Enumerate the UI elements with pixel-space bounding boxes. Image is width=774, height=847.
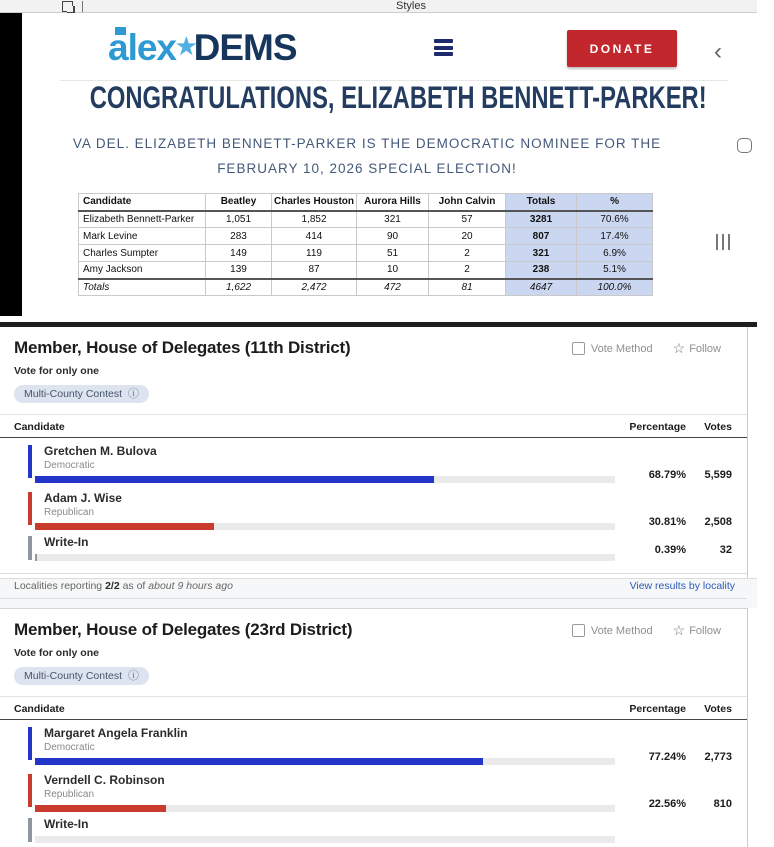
styles-tab-label[interactable]: Styles (396, 0, 426, 12)
table-cell: 51 (357, 245, 429, 262)
vote-instruction: Vote for only one (14, 365, 99, 377)
table-cell: 1,051 (206, 211, 272, 228)
votes-value: 2,773 (704, 751, 732, 763)
view-results-by-locality-link[interactable]: View results by locality (629, 580, 735, 592)
results-column-headers (0, 697, 747, 720)
vote-method-label: Vote Method (590, 624, 653, 637)
party-accent-bar (28, 774, 32, 807)
table-cell: 139 (206, 262, 272, 279)
result-bar-track (35, 476, 615, 483)
contest-card (0, 327, 748, 592)
hero-subheading: VA DEL. ELIZABETH BENNETT-PARKER IS THE DEMOCRATIC NOMINEE FOR THE FEBRUARY 10, 2026 SPECIAL ELECTION! (72, 136, 662, 176)
votes-value: 2,508 (704, 516, 732, 528)
percentage-column-header: Percentage (629, 421, 686, 433)
table-column-header: Beatley (206, 194, 272, 211)
votes-value: 5,599 (704, 469, 732, 481)
candidate-name: Gretchen M. Bulova (44, 444, 157, 458)
result-bar-fill (35, 758, 483, 765)
table-cell: Amy Jackson (79, 262, 206, 279)
table-cell: 10 (357, 262, 429, 279)
party-accent-bar (28, 492, 32, 525)
candidate-name: Margaret Angela Franklin (44, 726, 188, 740)
follow-label: Follow (689, 342, 721, 355)
table-cell: 238 (506, 262, 577, 279)
table-cell: 1,622 (206, 279, 272, 296)
table-cell: 100.0% (577, 279, 653, 296)
table-cell: 70.6% (577, 211, 653, 228)
candidate-party: Republican (44, 507, 95, 518)
table-cell: 17.4% (577, 228, 653, 245)
site-header (22, 13, 757, 68)
party-accent-bar (28, 445, 32, 478)
logo-star-icon: ★ (176, 33, 194, 59)
candidate-row (0, 532, 747, 565)
votes-value: 810 (713, 798, 732, 810)
info-icon[interactable]: ⓘ (128, 387, 140, 400)
follow-button[interactable] (673, 622, 721, 639)
table-cell: 807 (506, 228, 577, 245)
table-cell: 321 (506, 245, 577, 262)
table-column-header: John Calvin (429, 194, 506, 211)
black-sidebar (0, 13, 22, 316)
result-bar-fill (35, 805, 166, 812)
table-row (79, 228, 653, 245)
table-column-header: Aurora Hills (357, 194, 429, 211)
follow-star-icon: ☆ (672, 340, 686, 356)
percentage-value: 77.24% (648, 751, 686, 763)
candidate-column-header: Candidate (14, 421, 65, 433)
result-bar-fill (35, 554, 37, 561)
table-cell: Mark Levine (79, 228, 206, 245)
result-bar-fill (35, 523, 214, 530)
contest-title: Member, House of Delegates (11th District) (14, 338, 351, 357)
percentage-value: 0.39% (654, 544, 686, 556)
candidate-party: Republican (44, 789, 95, 800)
table-cell: Charles Sumpter (79, 245, 206, 262)
table-row (79, 262, 653, 279)
table-cell: 3281 (506, 211, 577, 228)
result-bar-track (35, 523, 615, 530)
table-cell: 81 (429, 279, 506, 296)
candidate-name: Write-In (44, 535, 89, 549)
table-cell: 2 (429, 262, 506, 279)
follow-button[interactable] (673, 340, 721, 357)
table-column-header: Totals (506, 194, 577, 211)
table-cell: 90 (357, 228, 429, 245)
table-cell: 414 (272, 228, 357, 245)
table-row (79, 279, 653, 296)
party-accent-bar (28, 818, 32, 842)
result-bar-track (35, 805, 615, 812)
contest-title: Member, House of Delegates (23rd District) (14, 620, 353, 639)
candidate-name: Adam J. Wise (44, 491, 122, 505)
menu-icon[interactable] (434, 39, 453, 59)
contest-results-area (0, 327, 757, 847)
table-cell: 2,472 (272, 279, 357, 296)
table-cell: 283 (206, 228, 272, 245)
table-cell: Totals (79, 279, 206, 296)
vote-method-label: Vote Method (590, 342, 653, 355)
text-caret (82, 1, 83, 12)
follow-star-icon: ☆ (672, 622, 686, 638)
percentage-column-header: Percentage (629, 703, 686, 715)
result-bar-track (35, 554, 615, 561)
candidate-party: Democratic (44, 460, 95, 471)
info-icon[interactable]: ⓘ (128, 669, 140, 682)
site-logo[interactable] (108, 29, 297, 66)
table-cell: 2 (429, 245, 506, 262)
result-bar-fill (35, 476, 434, 483)
candidate-column-header: Candidate (14, 703, 65, 715)
hero-heading: CONGRATULATIONS, ELIZABETH BENNETT-PARKER! (89, 80, 707, 116)
multi-county-label: Multi-County Contest (24, 388, 123, 400)
reporting-footer (0, 573, 747, 599)
table-cell: Elizabeth Bennett-Parker (79, 211, 206, 228)
votes-column-header: Votes (704, 703, 732, 715)
table-cell: 321 (357, 211, 429, 228)
multi-county-label: Multi-County Contest (24, 670, 123, 682)
back-chevron-icon[interactable]: ‹ (714, 38, 722, 65)
candidate-row (0, 438, 747, 485)
donate-button[interactable]: DONATE (567, 30, 677, 67)
candidate-name: Write-In (44, 817, 89, 831)
vote-instruction: Vote for only one (14, 647, 99, 659)
multi-county-tag (14, 385, 149, 403)
votes-column-header: Votes (704, 421, 732, 433)
party-accent-bar (28, 536, 32, 560)
result-bar-track (35, 836, 615, 843)
localities-reporting-text: Localities reporting 2/2 as of about 9 hours ago (14, 580, 233, 592)
vote-method-checkbox[interactable] (572, 624, 585, 637)
logo-text-alex: alex (108, 27, 177, 68)
contest-card (0, 608, 748, 847)
result-bar-track (35, 758, 615, 765)
table-cell: 87 (272, 262, 357, 279)
candidate-name: Verndell C. Robinson (44, 773, 165, 787)
multi-county-tag (14, 667, 149, 685)
party-accent-bar (28, 727, 32, 760)
browser-top-strip (0, 0, 757, 13)
recent-apps-icon[interactable] (716, 234, 730, 250)
table-row (79, 245, 653, 262)
logo-text-dems: DEMS (193, 27, 297, 68)
percentage-value: 30.81% (648, 516, 686, 528)
follow-label: Follow (689, 624, 721, 637)
candidate-row (0, 485, 747, 532)
table-column-header: Candidate (79, 194, 206, 211)
table-cell: 6.9% (577, 245, 653, 262)
vote-method-checkbox[interactable] (572, 342, 585, 355)
precinct-results-table (78, 193, 653, 296)
candidate-party: Democratic (44, 742, 95, 753)
percentage-value: 22.56% (648, 798, 686, 810)
table-cell: 472 (357, 279, 429, 296)
table-cell: 149 (206, 245, 272, 262)
percentage-value: 68.79% (648, 469, 686, 481)
table-cell: 5.1% (577, 262, 653, 279)
table-cell: 20 (429, 228, 506, 245)
table-cell: 1,852 (272, 211, 357, 228)
table-column-header: Charles Houston (272, 194, 357, 211)
table-row (79, 211, 653, 228)
element-picker-icon[interactable] (62, 1, 73, 12)
candidate-row (0, 720, 747, 767)
results-column-headers (0, 415, 747, 438)
candidate-row (0, 814, 747, 847)
candidate-row (0, 767, 747, 814)
votes-value: 32 (719, 544, 732, 556)
table-cell: 57 (429, 211, 506, 228)
home-circle-icon[interactable] (737, 138, 752, 153)
table-cell: 119 (272, 245, 357, 262)
table-cell: 4647 (506, 279, 577, 296)
table-column-header: % (577, 194, 653, 211)
